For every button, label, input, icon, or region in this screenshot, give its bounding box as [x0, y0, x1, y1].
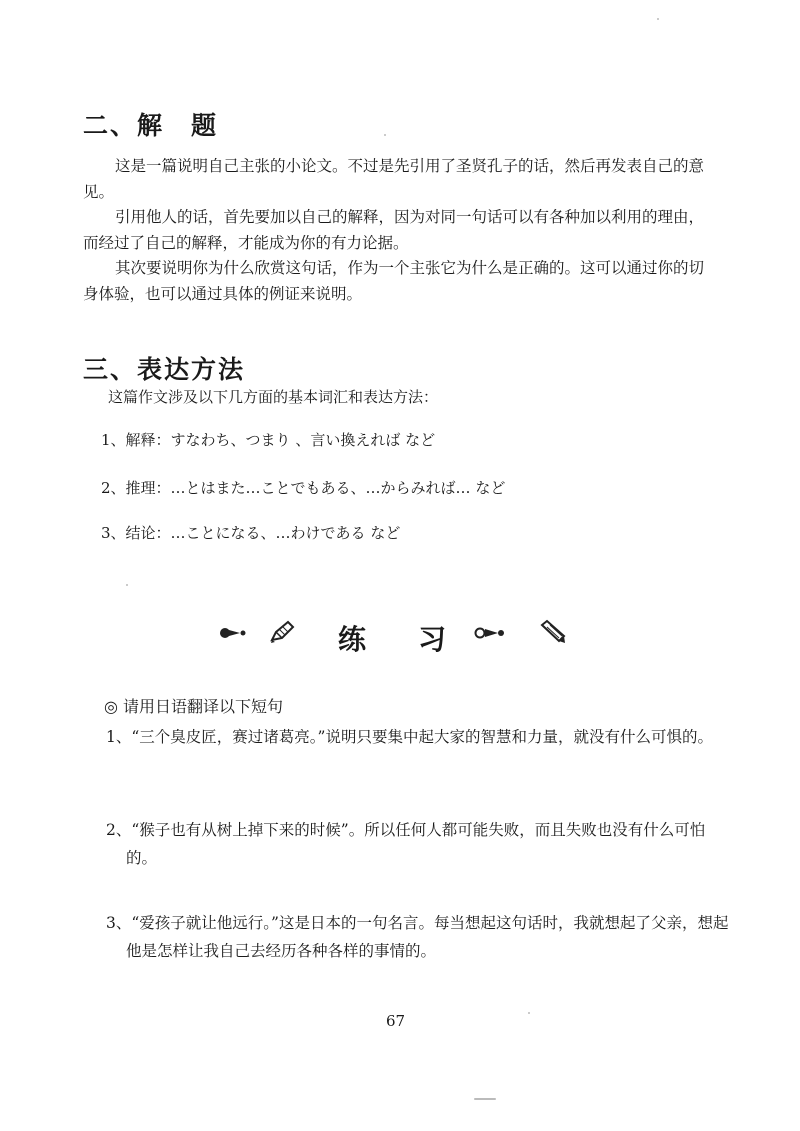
paragraph-1: 这是一篇说明自己主张的小论文。不过是先引用了圣贤孔子的话，然后再发表自己的意见。 — [83, 157, 705, 201]
page-number: 67 — [386, 1012, 406, 1030]
paragraph-3: 其次要说明你为什么欣赏这句话，作为一个主张它为什么是正确的。这可以通过你的切身体验，也可以通过具体的例证来说明。 — [83, 259, 705, 303]
exercise-item-3: 3、“爱孩子就让他远行。”这是日本的一句名言。每当想起这句话时，我就想起了父亲，想起他是怎样让我自己去经历各种各样的事情的。 — [106, 914, 729, 960]
exercise-title-right: 习 — [418, 623, 447, 656]
scan-speck — [126, 584, 128, 586]
pencil-icon — [268, 618, 296, 646]
scan-speck — [528, 1012, 530, 1014]
scan-speck — [384, 134, 386, 136]
exercise-item-1: 1、“三个臭皮匠，赛过诸葛亮。”说明只要集中起大家的智慧和力量，就没有什么可惧的。 — [106, 728, 713, 746]
paragraph-2: 引用他人的话，首先要加以自己的解释，因为对同一句话可以有各种加以利用的理由，而经过了自己的解释，才能成为你的有力论据。 — [83, 208, 705, 252]
expression-item-1: 1、解释：すなわち、つまり 、言い換えれば など — [101, 431, 436, 449]
expression-item-2: 2、推理：…とはまた…ことでもある、…からみれば… など — [101, 479, 506, 497]
pencil-icon — [538, 617, 568, 647]
section-title-expression: 三、表达方法 — [83, 355, 246, 384]
section-title-jieti: 二、解 题 — [83, 111, 219, 140]
scan-speck — [474, 1098, 496, 1100]
exercise-item-2: 2、“猴子也有从树上掉下来的时候”。所以任何人都可能失败，而且失败也没有什么可怕的。 — [106, 821, 706, 867]
pen-nib-icon — [218, 622, 240, 644]
exercise-title-left: 练 — [338, 623, 367, 656]
exercise-instruction: ◎ 请用日语翻译以下短句 — [104, 697, 284, 716]
section-intro: 这篇作文涉及以下几方面的基本词汇和表达方法： — [108, 388, 439, 406]
scan-speck — [657, 18, 659, 20]
pen-nib-icon — [474, 622, 506, 644]
expression-item-3: 3、结论：…ことになる、…わけである など — [101, 524, 401, 542]
